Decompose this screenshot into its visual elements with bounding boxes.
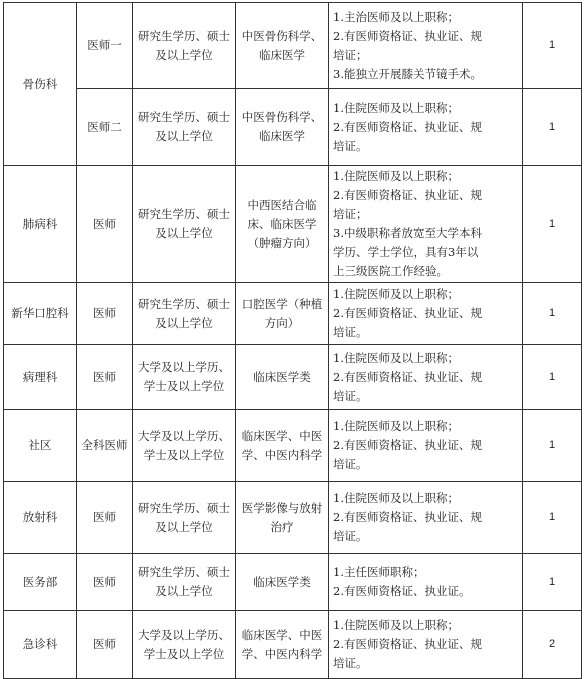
position-cell: 医师 [77,611,133,679]
requirements-cell [329,611,523,679]
requirement-line: 培证。 [333,138,368,153]
requirement-line: 培证。 [333,325,368,339]
table-row [4,345,582,410]
requirement-line: 3.能独立开展膝关节镜手术。 [333,66,482,81]
count-cell: 2 [523,611,582,679]
requirement-line: 培证。 [333,388,368,403]
count-cell: 1 [523,482,582,554]
major-cell: 医学影像与放射治疗 [236,482,329,554]
table-row [4,166,582,283]
recruitment-table [3,2,582,679]
requirement-line: 2.有医师资格证、执业证、规 [333,28,482,43]
dept-cell: 病理科 [4,345,77,410]
requirements-cell [329,3,523,89]
table-row [4,482,582,554]
requirement-line: 1.住院医师及以上职称； [333,100,459,115]
count-cell: 1 [523,410,582,482]
education-cell: 研究生学历、硕士及以上学位 [133,482,236,554]
major-cell: 临床医学、中医学、中医内科学 [236,611,329,679]
requirement-line: 1.主任医师职称； [333,565,425,579]
requirement-line: 1.主治医师及以上职称； [333,9,459,24]
requirement-line: 培证。 [333,457,368,471]
requirement-line: 培证。 [333,656,368,670]
major-cell: 临床医学类 [236,345,329,410]
position-cell: 医师 [77,166,133,283]
major-cell: 中医骨伤科学、临床医学 [236,89,329,166]
requirement-line: 2.有医师资格证、执业证、规 [333,637,482,651]
requirement-line: 2.有医师资格证、执业证、规 [333,510,482,524]
requirements-cell [329,554,523,611]
dept-cell: 肺病科 [4,166,77,283]
education-cell: 大学及以上学历、学士及以上学位 [133,345,236,410]
requirement-line: 2.有医师资格证、执业证、规 [333,306,482,320]
position-cell: 医师一 [77,3,133,89]
requirement-line: 培证。 [333,529,368,543]
table-row [4,89,582,166]
requirements-cell [329,482,523,554]
major-cell: 临床医学、中医学、中医内科学 [236,410,329,482]
requirements-cell [329,345,523,410]
table-row [4,3,582,89]
table-row [4,283,582,345]
count-cell: 1 [523,166,582,283]
education-cell: 研究生学历、硕士及以上学位 [133,283,236,345]
count-cell: 1 [523,283,582,345]
requirement-line: 2.有医师资格证、执业证。 [333,584,471,598]
major-cell: 临床医学类 [236,554,329,611]
count-cell: 1 [523,89,582,166]
dept-cell: 放射科 [4,482,77,554]
count-cell: 1 [523,3,582,89]
dept-cell: 社区 [4,410,77,482]
requirements-cell [329,166,523,283]
requirement-line: 3.中级职称者放宽至大学本科 [333,226,482,240]
table-row [4,410,582,482]
position-cell: 全科医师 [77,410,133,482]
requirement-line: 2.有医师资格证、执业证、规 [333,119,482,134]
position-cell: 医师 [77,345,133,410]
position-cell: 医师 [77,283,133,345]
education-cell: 研究生学历、硕士及以上学位 [133,166,236,283]
position-cell: 医师 [77,554,133,611]
requirements-cell [329,89,523,166]
requirements-cell [329,283,523,345]
requirement-line: 2.有医师资格证、执业证、规 [333,188,482,202]
major-cell: 中医骨伤科学、临床医学 [236,3,329,89]
requirement-line: 1.住院医师及以上职称； [333,169,459,183]
education-cell: 研究生学历、硕士及以上学位 [133,554,236,611]
education-cell: 研究生学历、硕士及以上学位 [133,3,236,89]
requirement-line: 2.有医师资格证、执业证、规 [333,438,482,452]
position-cell: 医师二 [77,89,133,166]
table-row [4,554,582,611]
requirement-line: 1.住院医师及以上职称； [333,419,459,433]
position-cell: 医师 [77,482,133,554]
requirement-line: 上三级医院工作经验。 [333,264,448,278]
requirement-line: 培证； [333,47,368,62]
dept-cell: 急诊科 [4,611,77,679]
major-cell: 口腔医学（种植方向） [236,283,329,345]
dept-cell: 新华口腔科 [4,283,77,345]
education-cell: 大学及以上学历、学士及以上学位 [133,410,236,482]
requirement-line: 1.住院医师及以上职称； [333,491,459,505]
requirement-line: 学历、学士学位，具有3年以 [333,245,479,259]
count-cell: 1 [523,554,582,611]
major-cell: 中西医结合临床、临床医学（肿瘤方向） [236,166,329,283]
table-row [4,611,582,679]
dept-cell: 骨伤科 [4,3,77,166]
requirement-line: 1.住院医师及以上职称； [333,618,459,632]
requirements-cell [329,410,523,482]
requirement-line: 2.有医师资格证、执业证、规 [333,369,482,384]
dept-cell: 医务部 [4,554,77,611]
requirement-line: 1.住院医师及以上职称； [333,287,459,301]
requirement-line: 培证； [333,207,368,221]
requirement-line: 1.住院医师及以上职称； [333,350,459,365]
education-cell: 研究生学历、硕士及以上学位 [133,89,236,166]
count-cell: 1 [523,345,582,410]
education-cell: 大学及以上学历、学士及以上学位 [133,611,236,679]
